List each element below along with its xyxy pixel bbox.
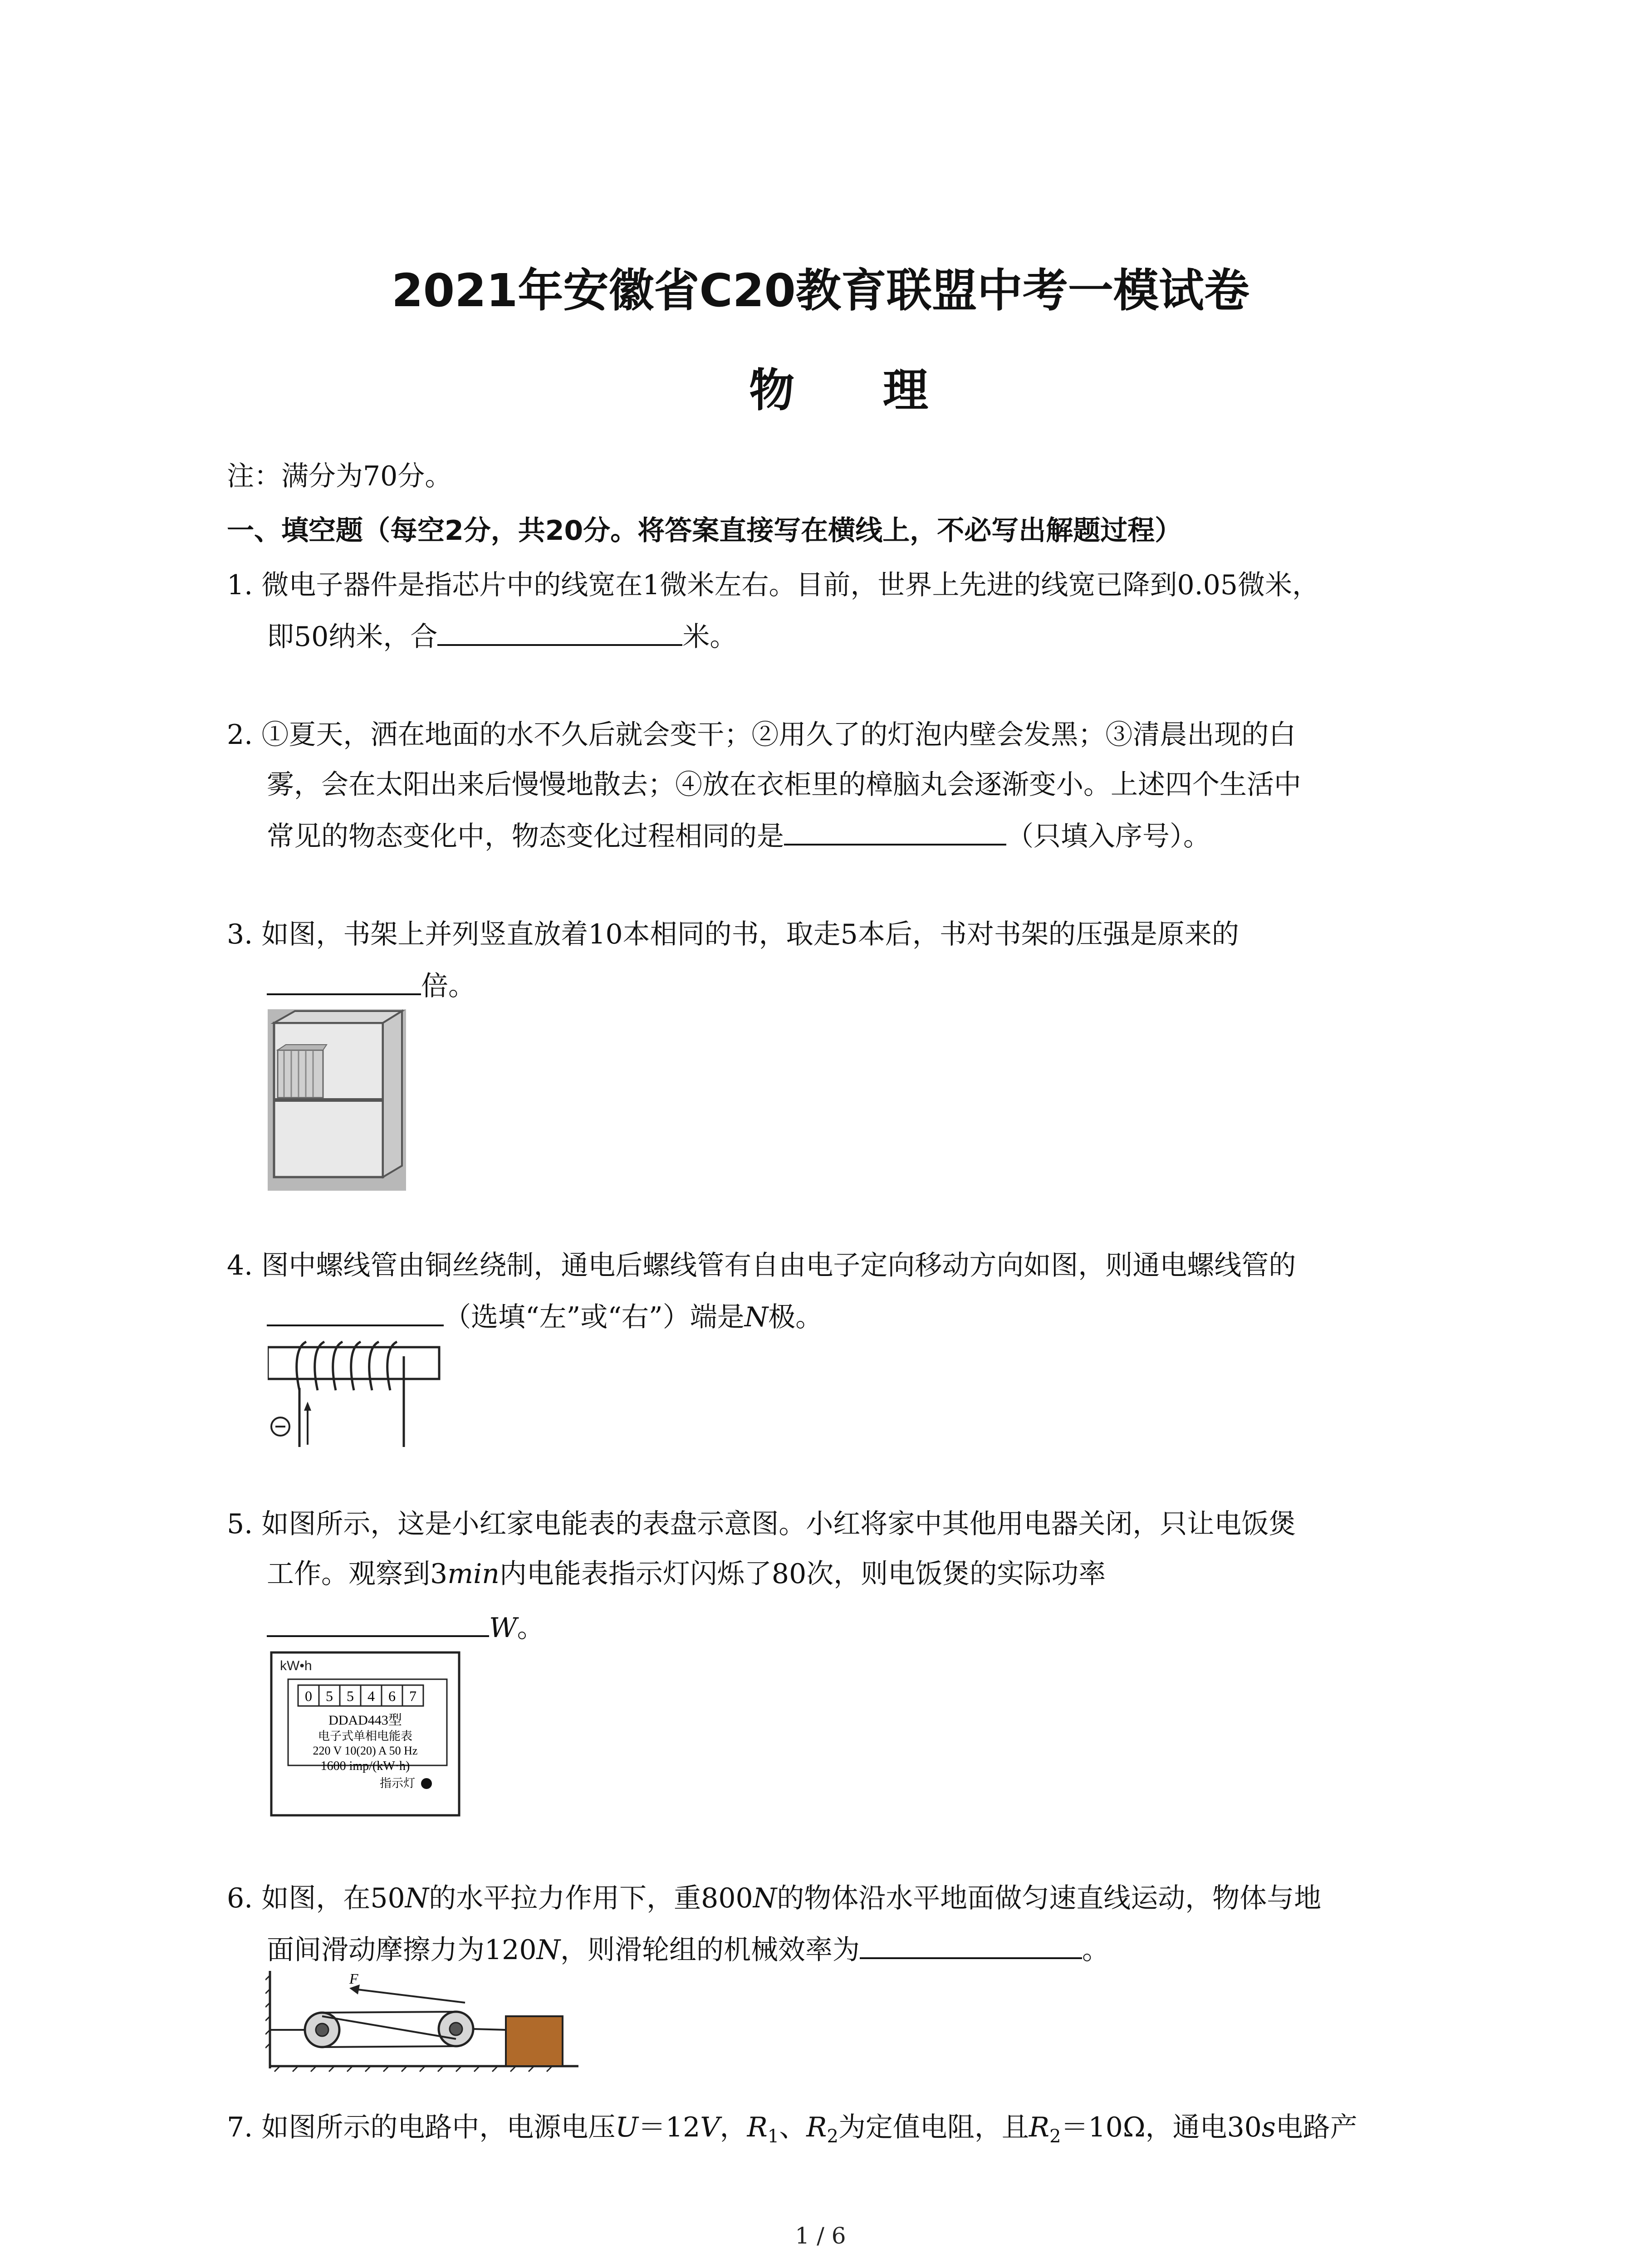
q1-line2 bbox=[267, 617, 1492, 655]
meter-unit: kW•h bbox=[280, 1658, 312, 1673]
meter-digit-2: 5 bbox=[326, 1688, 333, 1704]
q5-text-b: 内电能表指示灯闪烁了80次，则电饭煲的实际功率 bbox=[499, 1558, 1106, 1590]
bookshelf-top bbox=[274, 1011, 402, 1023]
q3-answer-blank[interactable] bbox=[267, 966, 421, 995]
q5-min-symbol: min bbox=[447, 1558, 500, 1590]
block-rope bbox=[473, 2029, 506, 2030]
meter-digit-1: 0 bbox=[305, 1688, 312, 1704]
q6-text-f: 。 bbox=[1082, 1934, 1110, 1966]
q7-text-g: 电路产 bbox=[1275, 2112, 1357, 2143]
rope-top bbox=[322, 2012, 456, 2013]
q6-text-a: 6. 如图，在50 bbox=[227, 1882, 405, 1914]
q6-n-symbol-3: N bbox=[536, 1934, 561, 1966]
page-number: 1 / 6 bbox=[795, 2223, 846, 2249]
q2-text-b: （只填入序号）。 bbox=[1006, 821, 1210, 852]
bookshelf-figure bbox=[268, 1009, 406, 1191]
q7-text-d: 、 bbox=[779, 2112, 807, 2143]
score-note: 注：满分为70分。 bbox=[227, 460, 452, 492]
meter-indicator-label: 指示灯 bbox=[379, 1777, 415, 1790]
q2-line2: 雾，会在太阳出来后慢慢地散去；④放在衣柜里的樟脑丸会逐渐变小。上述四个生活中 bbox=[267, 769, 1301, 801]
q5-w-symbol: W bbox=[489, 1612, 517, 1644]
meter-digit-6: 7 bbox=[409, 1688, 416, 1704]
q1-text-b: 米。 bbox=[682, 621, 737, 653]
q7-text-e: 为定值电阻，且 bbox=[838, 2112, 1029, 2143]
q4-line1: 4. 图中螺线管由铜丝绕制，通电后螺线管有自由电子定向移动方向如图，则通电螺线管的 bbox=[227, 1250, 1296, 1281]
q7-v-symbol: V bbox=[700, 2112, 720, 2143]
q1-text-a: 即50纳米，合 bbox=[267, 621, 438, 653]
q7-r1-symbol: R bbox=[747, 2112, 768, 2143]
q5-line3 bbox=[267, 1608, 1492, 1646]
meter-name: 电子式单相电能表 bbox=[318, 1730, 413, 1743]
q6-n-symbol-1: N bbox=[405, 1882, 429, 1914]
force-arrow bbox=[354, 1989, 465, 2003]
force-label: F bbox=[349, 1971, 358, 1987]
q3-line2 bbox=[267, 966, 1492, 1004]
rope-middle bbox=[322, 2016, 456, 2039]
q4-n-symbol: N bbox=[744, 1301, 769, 1333]
q6-text-b: 的水平拉力作用下，重800 bbox=[429, 1882, 753, 1914]
q7-text-f: ＝10Ω，通电30 bbox=[1061, 2112, 1262, 2143]
q4-text-b: 极。 bbox=[768, 1301, 823, 1333]
q7-text-b: ＝12 bbox=[638, 2112, 700, 2143]
solenoid-figure bbox=[268, 1338, 449, 1452]
meter-digit-5: 6 bbox=[388, 1688, 396, 1704]
q7-r2-sub: 2 bbox=[827, 2126, 838, 2147]
wooden-block bbox=[506, 2016, 563, 2066]
bookshelf-side bbox=[383, 1011, 402, 1177]
meter-indicator-light bbox=[421, 1778, 432, 1789]
q4-text-a: （选填“左”或“右”）端是 bbox=[444, 1301, 745, 1333]
q6-text-e: ，则滑轮组的机械效率为 bbox=[560, 1934, 860, 1966]
q7-r2-symbol: R bbox=[806, 2112, 827, 2143]
solenoid-coil bbox=[297, 1342, 397, 1390]
q7-r2b-sub: 2 bbox=[1049, 2126, 1061, 2147]
q4-answer-blank[interactable] bbox=[267, 1297, 444, 1326]
q6-text-c: 的物体沿水平地面做匀速直线运动，物体与地 bbox=[777, 1882, 1322, 1914]
q6-answer-blank[interactable] bbox=[860, 1930, 1082, 1959]
q4-line2 bbox=[267, 1297, 1492, 1335]
exam-title: 2021年安徽省C20教育联盟中考一模试卷 bbox=[392, 264, 1249, 317]
meter-constant: 1600 imp/(kW·h) bbox=[320, 1759, 410, 1773]
meter-digit-3: 5 bbox=[347, 1688, 354, 1704]
q7-line1 bbox=[227, 2109, 1452, 2155]
meter-model: DDAD443型 bbox=[328, 1713, 402, 1728]
q5-line1: 5. 如图所示，这是小红家电能表的表盘示意图。小红将家中其他用电器关闭，只让电饭煲 bbox=[227, 1508, 1296, 1540]
q3-line1: 3. 如图，书架上并列竖直放着10本相同的书，取走5本后，书对书架的压强是原来的 bbox=[227, 919, 1239, 950]
q6-line2 bbox=[267, 1930, 1492, 1968]
q7-r1-sub: 1 bbox=[767, 2126, 779, 2147]
q6-text-d: 面间滑动摩擦力为120 bbox=[267, 1934, 537, 1966]
rope-bottom bbox=[322, 2046, 456, 2047]
section-heading: 一、填空题（每空2分，共20分。将答案直接写在横线上，不必写出解题过程） bbox=[227, 515, 1182, 547]
q5-text-a: 工作。观察到3 bbox=[267, 1558, 448, 1590]
q1-line1: 1. 微电子器件是指芯片中的线宽在1微米左右。目前，世界上先进的线宽已降到0.05微米， bbox=[227, 569, 1320, 601]
meter-digit-4: 4 bbox=[367, 1688, 375, 1704]
q5-line2 bbox=[267, 1556, 1492, 1592]
q6-n-symbol-2: N bbox=[753, 1882, 777, 1914]
q7-s-symbol: s bbox=[1261, 2112, 1276, 2143]
energy-meter-figure bbox=[270, 1651, 460, 1817]
q2-line3 bbox=[267, 816, 1492, 855]
pulley-figure bbox=[265, 1971, 583, 2073]
subject-title: 物 理 bbox=[749, 364, 965, 417]
q7-text-c: ， bbox=[720, 2112, 747, 2143]
q3-text: 倍。 bbox=[421, 970, 475, 1002]
q2-text-a: 常见的物态变化中，物态变化过程相同的是 bbox=[267, 821, 784, 852]
q1-answer-blank[interactable] bbox=[437, 617, 682, 646]
q7-text-a: 7. 如图所示的电路中，电源电压 bbox=[227, 2112, 616, 2143]
q7-u-symbol: U bbox=[615, 2112, 638, 2143]
books bbox=[278, 1045, 327, 1098]
q2-line1: 2. ①夏天，洒在地面的水不久后就会变干；②用久了的灯泡内壁会发黑；③清晨出现的白 bbox=[227, 719, 1296, 751]
meter-rating: 220 V 10(20) A 50 Hz bbox=[313, 1744, 418, 1757]
q2-answer-blank[interactable] bbox=[784, 816, 1006, 846]
q5-answer-blank[interactable] bbox=[267, 1608, 489, 1637]
q6-line1 bbox=[227, 1880, 1452, 1916]
q7-r2b-symbol: R bbox=[1029, 2112, 1050, 2143]
q5-text-c: 。 bbox=[517, 1612, 544, 1644]
